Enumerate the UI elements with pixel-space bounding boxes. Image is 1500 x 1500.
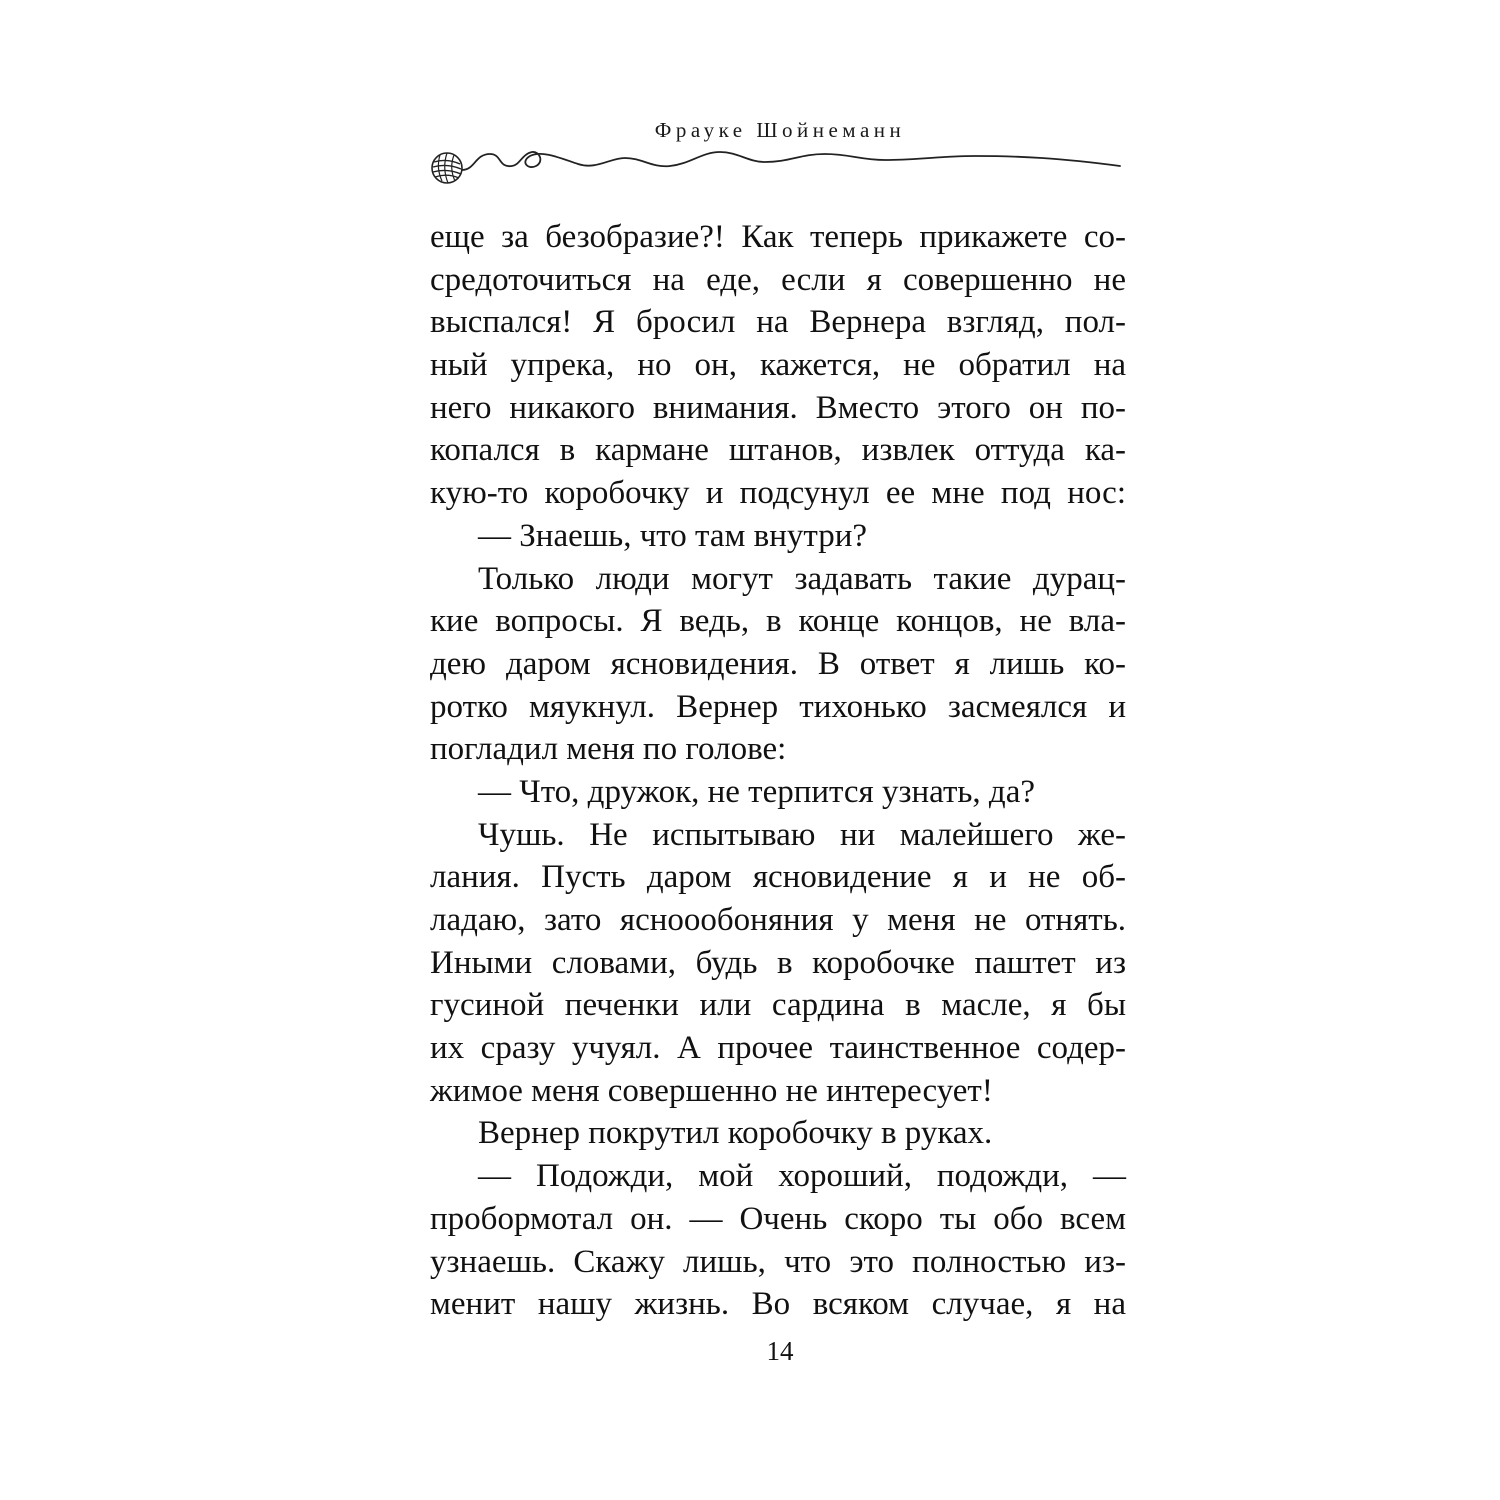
text-line: Чушь. Не испытываю ни малейшего же- — [478, 816, 1126, 853]
text-line: менит нашу жизнь. Во всяком случае, я на — [430, 1286, 1126, 1323]
text-line: — Подожди, мой хороший, подожди, — — [478, 1158, 1126, 1195]
yarn-ball-icon — [420, 140, 1140, 200]
text-line: выспался! Я бросил на Вернера взгляд, пол- — [430, 304, 1126, 341]
text-line: средоточиться на еде, если я совершенно не — [430, 261, 1126, 298]
text-line: жимое меня совершенно не интересует! — [430, 1072, 993, 1109]
text-line: пробормотал он. — Очень скоро ты обо всем — [430, 1200, 1126, 1237]
text-line: ладаю, зато ясноообоняния у меня не отнять. — [430, 902, 1126, 938]
yarn-thread — [462, 152, 1120, 170]
text-line: узнаешь. Скажу лишь, что это полностью из- — [430, 1243, 1126, 1280]
text-line: ный упрека, но он, кажется, не обратил на — [430, 347, 1126, 384]
text-line: погладил меня по голове: — [430, 731, 787, 768]
text-line: кие вопросы. Я ведь, в конце концов, не вла- — [430, 603, 1126, 640]
text-line: копался в кармане штанов, извлек оттуда ка- — [430, 432, 1126, 469]
text-line: дею даром ясновидения. В ответ я лишь ко- — [430, 645, 1126, 682]
text-line: ротко мяукнул. Вернер тихонько засмеялся и — [430, 688, 1126, 725]
body-text — [430, 216, 1126, 1326]
yarn-ball-shape — [432, 153, 462, 183]
text-line: еще за безобразие?! Как теперь прикажете со- — [430, 219, 1126, 255]
text-line: него никакого внимания. Вместо этого он по- — [430, 389, 1126, 426]
text-line: Вернер покрутил коробочку в руках. — [478, 1115, 993, 1152]
text-line: кую-то коробочку и подсунул ее мне под нос: — [430, 475, 1126, 512]
text-line: Иными словами, будь в коробочке паштет из — [430, 944, 1126, 981]
text-line: — Знаешь, что там внутри? — [478, 517, 868, 554]
running-head-author: Фрауке Шойнеманн — [654, 118, 906, 142]
text-line: — Что, дружок, не терпится узнать, да? — [478, 773, 1036, 810]
text-line: лания. Пусть даром ясновидение я и не об- — [430, 859, 1126, 896]
text-line: их сразу учуял. А прочее таинственное содер- — [430, 1030, 1126, 1067]
text-line: Только люди могут задавать такие дурац- — [478, 560, 1126, 597]
page-number: 14 — [766, 1336, 794, 1366]
text-line: гусиной печенки или сардина в масле, я бы — [430, 987, 1126, 1024]
